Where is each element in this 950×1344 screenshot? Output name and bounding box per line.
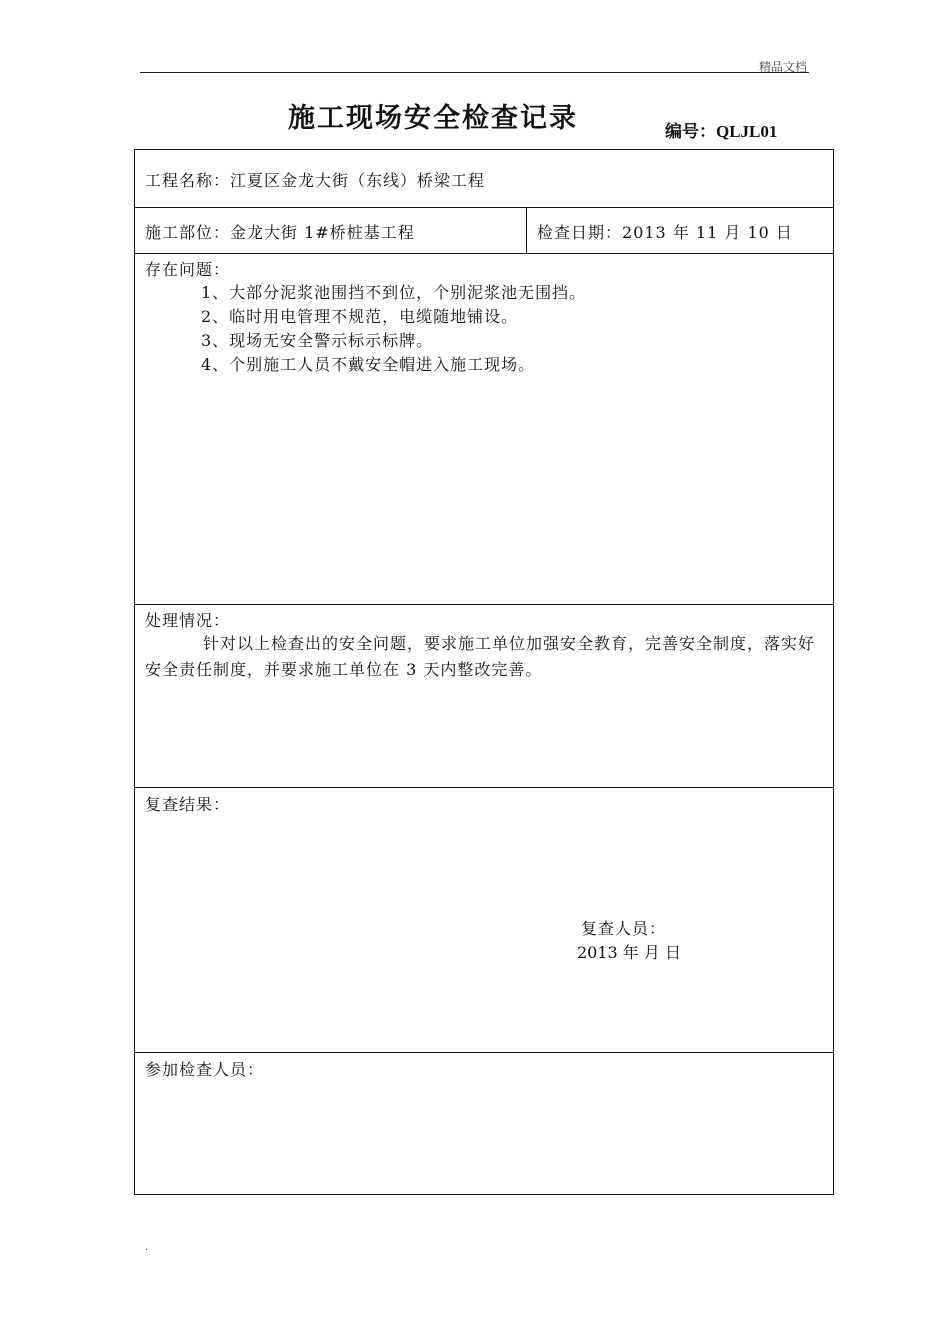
inspection-date-label: 检查日期： (537, 223, 623, 242)
location-field (145, 220, 415, 243)
issue-item: 1、大部分泥浆池围挡不到位，个别泥浆池无围挡。 (201, 283, 587, 302)
page-title: 施工现场安全检查记录 (288, 103, 578, 134)
issues-list (201, 281, 586, 377)
project-label: 工程名称： (145, 171, 231, 190)
treatment-text: 针对以上检查出的安全问题，要求施工单位加强安全教育，完善安全制度，落实好安全责任制度，并要求施工单位在 3 天内整改完善。 (145, 634, 816, 679)
issues-label: 存在问题： (145, 260, 231, 279)
participants-section (135, 1053, 833, 1196)
project-value: 江夏区金龙大街（东线）桥梁工程 (230, 171, 486, 190)
issue-item: 2、临时用电管理不规范，电缆随地铺设。 (201, 307, 519, 326)
header-mark: 精品文档 (758, 60, 807, 74)
inspection-date-field (537, 220, 793, 243)
issue-item: 4、个别施工人员不戴安全帽进入施工现场。 (201, 355, 536, 374)
project-row (135, 150, 833, 208)
inspection-form (134, 149, 834, 1195)
recheck-date-line: 2013 年 月 日 (577, 943, 681, 962)
location-date-row (135, 208, 833, 254)
recheck-section (135, 788, 833, 1053)
recheck-label: 复查结果： (145, 795, 231, 814)
footer-dot: . (145, 1242, 149, 1253)
document-number (665, 117, 777, 142)
document-number-label: 编号： (665, 122, 716, 142)
issues-section (135, 254, 833, 605)
treatment-label: 处理情况： (145, 611, 231, 630)
recheck-inspector-label: 复查人员： (581, 919, 667, 938)
participants-label: 参加检查人员： (145, 1060, 265, 1079)
header-rule (140, 72, 809, 73)
treatment-section (135, 605, 833, 788)
project-field (145, 168, 485, 191)
inspection-date-value: 2013 年 11 月 10 日 (622, 223, 793, 242)
location-value: 金龙大街 1#桥桩基工程 (230, 223, 415, 242)
document-number-value: QLJL01 (716, 122, 778, 141)
location-label: 施工部位： (145, 223, 231, 242)
issue-item: 3、现场无安全警示标示标牌。 (201, 331, 434, 350)
column-divider (526, 208, 527, 253)
